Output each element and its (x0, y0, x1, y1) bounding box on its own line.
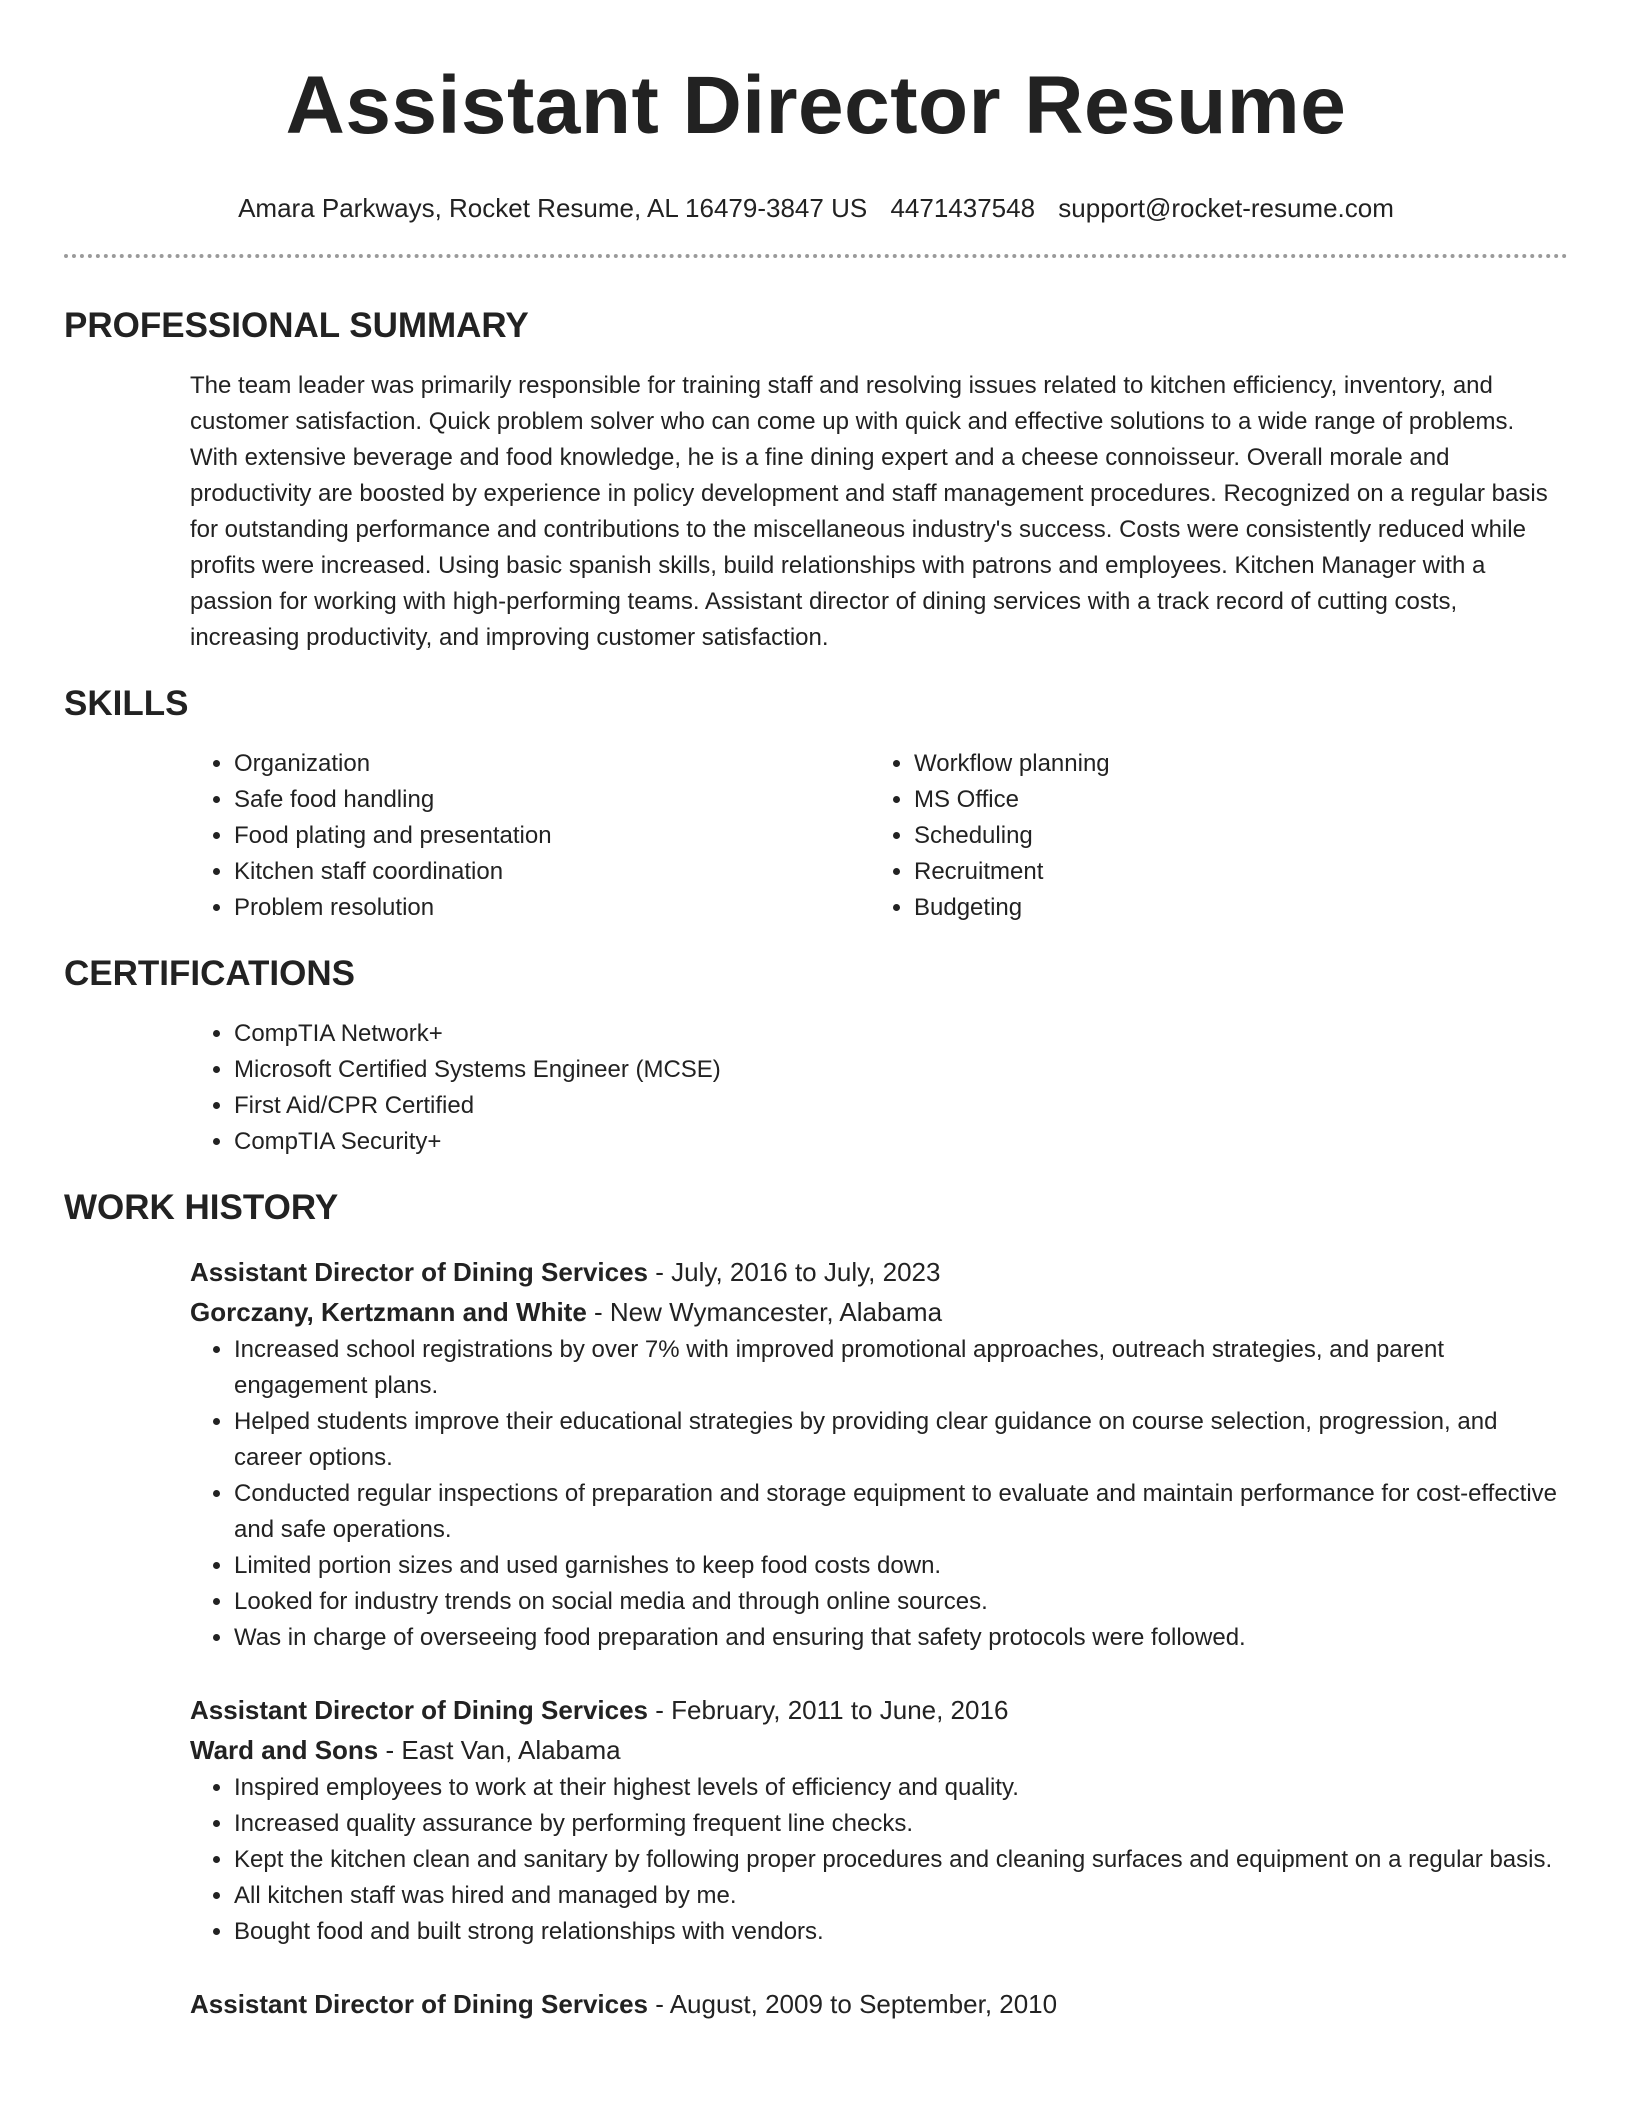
skill-item: • Problem resolution (234, 890, 870, 926)
certification-item: • Microsoft Certified Systems Engineer (MCSE) (234, 1052, 1568, 1088)
job-duty: • Inspired employees to work at their highest levels of efficiency and quality. (234, 1770, 1568, 1806)
summary-text: The team leader was primarily responsible for training staff and resolving issues related to kitchen efficiency, inventory, and customer satisfaction. Quick problem solver who can come up with quick and effective solutions to a wide range of problems. With extensive beverage and food knowledge, he is a fine dining expert and a cheese connoisseur. Overall morale and productivity are boosted by experience in policy development and staff management procedures. Recognized on a regular basis for outstanding performance and contributions to the miscellaneous industry's success. Costs were consistently reduced while profits were increased. Using basic spanish skills, build relationships with patrons and employees. Kitchen Manager with a passion for working with high-performing teams. Assistant director of dining services with a track record of cutting costs, increasing productivity, and improving customer satisfaction. (190, 372, 1548, 651)
skill-item: • Workflow planning (914, 746, 1550, 782)
skill-item: • Safe food handling (234, 782, 870, 818)
skills-column-right (870, 746, 1550, 926)
skill-item: • Scheduling (914, 818, 1550, 854)
job-location: - New Wymancester, Alabama (586, 1297, 943, 1327)
certification-item: • First Aid/CPR Certified (234, 1088, 1568, 1124)
work-history-heading: WORK HISTORY (64, 1188, 339, 1227)
job-duty: • Bought food and built strong relationships with vendors. (234, 1914, 1568, 1950)
job-dates: - August, 2009 to September, 2010 (648, 1989, 1058, 2019)
job-dates: - February, 2011 to June, 2016 (648, 1695, 1009, 1725)
job-duty: • Was in charge of overseeing food preparation and ensuring that safety protocols were followed. (234, 1620, 1568, 1656)
contact-line (64, 192, 1568, 224)
job-title: Assistant Director of Dining Services (190, 1695, 649, 1725)
job-location: - East Van, Alabama (378, 1735, 621, 1765)
summary-heading: PROFESSIONAL SUMMARY (64, 306, 529, 345)
job-title-line (190, 1984, 1568, 2024)
job-duty: • Kept the kitchen clean and sanitary by following proper procedures and cleaning surfaces and equipment on a regular basis. (234, 1842, 1568, 1878)
certifications-heading: CERTIFICATIONS (64, 954, 356, 993)
skills-column-left (190, 746, 870, 926)
skills-grid (190, 746, 1568, 926)
skills-heading: SKILLS (64, 684, 189, 723)
job-duties (190, 1770, 1568, 1950)
job-duty: • Looked for industry trends on social media and through online sources. (234, 1584, 1568, 1620)
skill-item: • Food plating and presentation (234, 818, 870, 854)
contact-address: Amara Parkways, Rocket Resume, AL 16479-3847 US (238, 193, 868, 223)
contact-phone: 4471437548 (890, 193, 1036, 223)
job-title: Assistant Director of Dining Services (190, 1989, 649, 2019)
certification-item: • CompTIA Network+ (234, 1016, 1568, 1052)
resume-title: Assistant Director Resume (285, 60, 1347, 151)
skill-item: • MS Office (914, 782, 1550, 818)
job-entry (190, 1690, 1568, 1950)
job-duty: • Increased school registrations by over 7% with improved promotional approaches, outreach strategies, and parent engagement plans. (234, 1332, 1568, 1404)
job-duty: • Limited portion sizes and used garnishes to keep food costs down. (234, 1548, 1568, 1584)
job-company-line (190, 1292, 1568, 1332)
job-duty: • Increased quality assurance by performing frequent line checks. (234, 1806, 1568, 1842)
job-company: Ward and Sons (190, 1735, 379, 1765)
job-duty: • Conducted regular inspections of preparation and storage equipment to evaluate and maintain performance for cost-effective and safe operations. (234, 1476, 1568, 1548)
certifications-list (190, 1016, 1568, 1160)
job-duties (190, 1332, 1568, 1656)
skill-item: • Recruitment (914, 854, 1550, 890)
job-company: Gorczany, Kertzmann and White (190, 1297, 587, 1327)
job-duty: • All kitchen staff was hired and managed by me. (234, 1878, 1568, 1914)
job-entry (190, 1252, 1568, 1656)
job-duty: • Helped students improve their educational strategies by providing clear guidance on course selection, progression, and career options. (234, 1404, 1568, 1476)
header-divider (64, 254, 1568, 258)
job-title: Assistant Director of Dining Services (190, 1257, 649, 1287)
skill-item: • Budgeting (914, 890, 1550, 926)
certification-item: • CompTIA Security+ (234, 1124, 1568, 1160)
skills-list-right (870, 746, 1550, 926)
job-entry (190, 1984, 1568, 2024)
job-title-line (190, 1252, 1568, 1292)
skills-list-left (190, 746, 870, 926)
skill-item: • Kitchen staff coordination (234, 854, 870, 890)
skill-item: • Organization (234, 746, 870, 782)
job-dates: - July, 2016 to July, 2023 (648, 1257, 941, 1287)
contact-email: support@rocket-resume.com (1058, 193, 1394, 223)
job-company-line (190, 1730, 1568, 1770)
certifications-bullets (190, 1016, 1568, 1160)
job-title-line (190, 1690, 1568, 1730)
